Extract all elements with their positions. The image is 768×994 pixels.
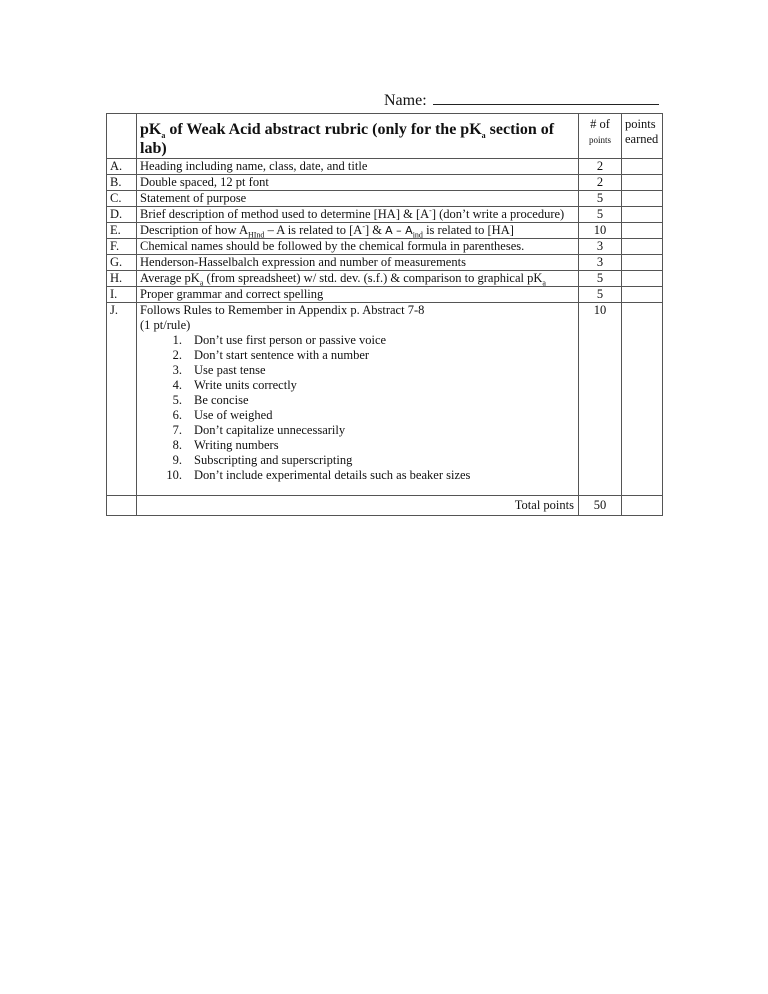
row-points: 2 xyxy=(579,159,622,175)
row-description: Statement of purpose xyxy=(137,191,579,207)
rule-item xyxy=(140,468,575,483)
row-points: 10 xyxy=(579,223,622,239)
rule-item xyxy=(140,378,575,393)
row-points: 5 xyxy=(579,271,622,287)
row-letter: H. xyxy=(107,271,137,287)
rule-item xyxy=(140,423,575,438)
row-points: 3 xyxy=(579,255,622,271)
row-points: 5 xyxy=(579,191,622,207)
row-points: 5 xyxy=(579,207,622,223)
row-points: 2 xyxy=(579,175,622,191)
rule-item xyxy=(140,333,575,348)
total-points: 50 xyxy=(579,496,622,516)
points-col-label: # of xyxy=(590,117,610,131)
row-earned-input[interactable] xyxy=(622,159,663,175)
text-sub: a xyxy=(199,278,204,288)
rule-item xyxy=(140,408,575,423)
title-part: pK xyxy=(140,121,162,138)
text-sup: - xyxy=(429,205,432,215)
text-sub: HInd xyxy=(247,230,265,240)
row-description xyxy=(137,223,579,239)
row-earned-input[interactable] xyxy=(622,255,663,271)
row-earned-input[interactable] xyxy=(622,287,663,303)
table-row xyxy=(107,239,663,255)
rule-number: 5. xyxy=(172,393,182,407)
rule-item xyxy=(140,363,575,378)
row-earned-input[interactable] xyxy=(622,271,663,287)
row-earned-input[interactable] xyxy=(622,223,663,239)
row-points: 10 xyxy=(579,303,622,496)
row-description-main: Follows Rules to Remember in Appendix p. Abstract 7-8 xyxy=(140,303,425,317)
text-part: ] & xyxy=(365,223,386,237)
text-part: A – A xyxy=(385,224,413,237)
title-part: section of lab) xyxy=(140,121,555,157)
rule-number: 9. xyxy=(172,453,182,467)
rule-number: 7. xyxy=(172,423,182,437)
rule-number: 10. xyxy=(166,468,182,482)
rule-number: 1. xyxy=(172,333,182,347)
header-earned-cell xyxy=(622,114,663,159)
rule-number: 8. xyxy=(172,438,182,452)
rule-text: Use of weighed xyxy=(194,408,273,422)
row-letter: E. xyxy=(107,223,137,239)
row-earned-input[interactable] xyxy=(622,239,663,255)
row-description-sub: (1 pt/rule) xyxy=(140,318,191,332)
table-row xyxy=(107,287,663,303)
total-earned-input[interactable] xyxy=(622,496,663,516)
row-description xyxy=(137,207,579,223)
row-description xyxy=(137,271,579,287)
rule-text: Subscripting and superscripting xyxy=(194,453,353,467)
row-letter: B. xyxy=(107,175,137,191)
table-row xyxy=(107,207,663,223)
row-description: Double spaced, 12 pt font xyxy=(137,175,579,191)
header-letter-cell xyxy=(107,114,137,159)
rule-text: Writing numbers xyxy=(194,438,279,452)
row-description: Henderson-Hasselbalch expression and number of measurements xyxy=(137,255,579,271)
rule-number: 4. xyxy=(172,378,182,392)
rule-text: Don’t include experimental details such as beaker sizes xyxy=(194,468,471,482)
rule-text: Don’t capitalize unnecessarily xyxy=(194,423,346,437)
text-part: – A is related to [A xyxy=(264,223,363,237)
table-row xyxy=(107,271,663,287)
text-part: (from spreadsheet) w/ std. dev. (s.f.) & comparison to graphical pK xyxy=(203,271,543,285)
row-points: 5 xyxy=(579,287,622,303)
rule-item xyxy=(140,393,575,408)
row-letter: D. xyxy=(107,207,137,223)
row-points: 3 xyxy=(579,239,622,255)
text-part: Description of how A xyxy=(140,223,248,237)
name-label: Name: xyxy=(384,92,427,109)
rule-number: 3. xyxy=(172,363,182,377)
row-earned-input[interactable] xyxy=(622,175,663,191)
text-part: is related to [HA] xyxy=(422,223,514,237)
title-sub: a xyxy=(161,131,166,141)
row-description xyxy=(137,303,579,496)
rule-text: Use past tense xyxy=(194,363,266,377)
header-row xyxy=(107,114,663,159)
rule-text: Be concise xyxy=(194,393,249,407)
rules-list xyxy=(140,333,575,483)
total-label: Total points xyxy=(137,496,579,516)
points-col-label: points xyxy=(588,135,611,145)
earned-col-label: points xyxy=(625,117,656,131)
name-field xyxy=(384,88,659,110)
row-description: Heading including name, class, date, and title xyxy=(137,159,579,175)
text-sup: - xyxy=(362,221,366,231)
rubric-title xyxy=(140,120,575,158)
rubric-table xyxy=(106,113,663,516)
text-part: Average pK xyxy=(140,271,200,285)
header-points-cell xyxy=(579,114,622,159)
rule-item xyxy=(140,348,575,363)
rule-text: Don’t use first person or passive voice xyxy=(194,333,387,347)
row-description: Chemical names should be followed by the chemical formula in parentheses. xyxy=(137,239,579,255)
row-letter: A. xyxy=(107,159,137,175)
row-letter: I. xyxy=(107,287,137,303)
row-letter: J. xyxy=(107,303,137,496)
table-row xyxy=(107,303,663,496)
row-description: Proper grammar and correct spelling xyxy=(137,287,579,303)
text-part: ] (don’t write a procedure) xyxy=(431,207,565,221)
row-letter: G. xyxy=(107,255,137,271)
table-row xyxy=(107,159,663,175)
total-letter-cell xyxy=(107,496,137,516)
title-part: of Weak Acid abstract rubric (only for the pK xyxy=(165,121,482,138)
rule-text: Write units correctly xyxy=(194,378,297,392)
row-earned-input[interactable] xyxy=(622,207,663,223)
text-sub: ind xyxy=(412,230,423,240)
earned-col-label: earned xyxy=(625,132,659,146)
row-earned-input[interactable] xyxy=(622,191,663,207)
row-letter: C. xyxy=(107,191,137,207)
name-blank-line[interactable] xyxy=(433,88,659,105)
header-title-cell xyxy=(137,114,579,159)
text-sub: a xyxy=(542,278,546,288)
table-row xyxy=(107,255,663,271)
text-part: Brief description of method used to determine [HA] & [A xyxy=(140,207,430,221)
rule-item xyxy=(140,438,575,453)
total-row xyxy=(107,496,663,516)
rule-number: 2. xyxy=(172,348,182,362)
rule-item xyxy=(140,453,575,468)
rule-text: Don’t start sentence with a number xyxy=(194,348,370,362)
row-letter: F. xyxy=(107,239,137,255)
table-row xyxy=(107,175,663,191)
table-row xyxy=(107,191,663,207)
rule-number: 6. xyxy=(172,408,182,422)
row-earned-input[interactable] xyxy=(622,303,663,496)
table-row xyxy=(107,223,663,239)
title-sub: a xyxy=(481,131,486,141)
